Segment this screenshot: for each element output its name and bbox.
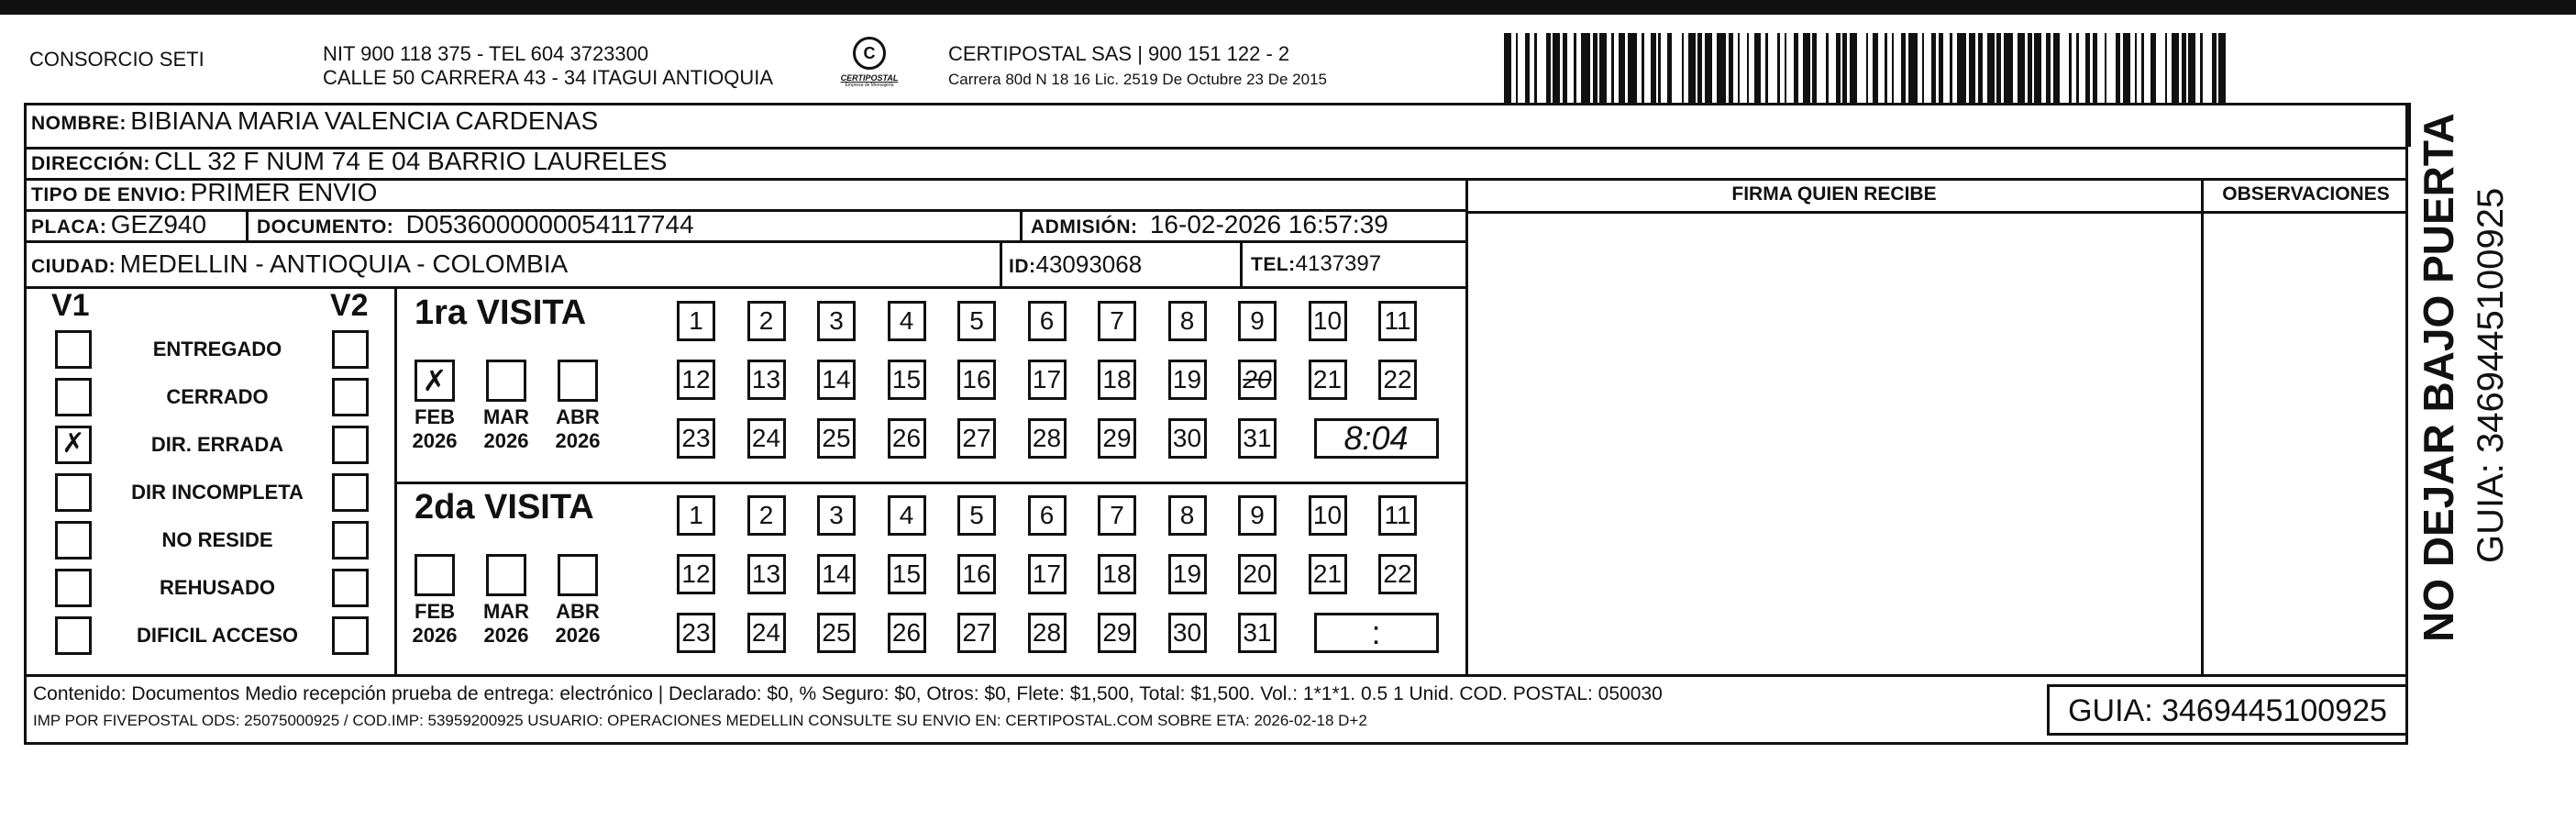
barcode-bar [1619, 33, 1626, 103]
visit-day-box[interactable]: 21 [1309, 554, 1347, 594]
status-v2-checkbox[interactable] [332, 521, 369, 560]
visit-day-box[interactable]: 2 [747, 495, 786, 536]
barcode-bar [1518, 33, 1525, 103]
v2-header: V2 [330, 288, 369, 323]
barcode-bar [1768, 33, 1777, 103]
visit-year-label: 2026 [555, 429, 601, 452]
visit-month-label: MAR [482, 600, 530, 623]
visit-day-box[interactable]: 27 [957, 418, 996, 459]
visit-day-box[interactable]: 8 [1168, 301, 1207, 341]
row-divider [24, 286, 1465, 289]
status-option-label: REHUSADO [160, 576, 275, 599]
barcode-bar [1504, 33, 1511, 103]
status-option-label: ENTREGADO [152, 338, 282, 360]
barcode-bar [2018, 33, 2025, 103]
side-guia-number: GUIA: 3469445100925 [2471, 187, 2511, 563]
visit-day-box[interactable]: 7 [1098, 301, 1136, 341]
visit-day-box[interactable]: 27 [957, 613, 996, 653]
barcode-bar [1786, 33, 1794, 103]
visit-day-box[interactable]: 15 [888, 554, 926, 594]
id-field [1009, 249, 1142, 284]
firma-column-header: FIRMA QUIEN RECIBE [1731, 183, 1937, 205]
barcode-bar [2034, 33, 2041, 103]
visit-time-box[interactable]: 8:04 [1314, 418, 1439, 459]
visit-day-box[interactable]: 7 [1098, 495, 1136, 536]
visit-day-box[interactable]: 11 [1378, 301, 1417, 341]
visit-month-label: ABR [556, 600, 600, 623]
visit-section-divider [394, 286, 397, 674]
barcode-bar [1957, 33, 1966, 103]
visit-day-box[interactable]: 24 [747, 418, 786, 459]
visit-day-box[interactable]: 16 [957, 360, 996, 400]
observaciones-column-header: OBSERVACIONES [2222, 183, 2390, 205]
barcode-bar [1817, 33, 1826, 103]
visit-day-box[interactable]: 28 [1028, 613, 1067, 653]
status-v2-checkbox[interactable] [332, 616, 369, 655]
barcode-bar [1803, 33, 1810, 103]
status-v2-checkbox[interactable] [332, 330, 369, 369]
visit-day-box[interactable]: 6 [1028, 495, 1067, 536]
top-border-bar [0, 0, 2576, 15]
nombre-label: NOMBRE: [31, 113, 127, 134]
admision-label: ADMISIÓN: [1031, 216, 1138, 238]
visit-day-box[interactable]: 8 [1168, 495, 1207, 536]
visit-day-box[interactable]: 1 [677, 301, 715, 341]
status-v1-checkbox[interactable] [55, 616, 92, 655]
placa-value: GEZ940 [110, 210, 207, 238]
visit-day-box[interactable]: 17 [1028, 554, 1067, 594]
visit-day-box[interactable]: 23 [677, 418, 715, 459]
admision-field [1031, 209, 1388, 245]
visit-day-box[interactable]: 12 [677, 554, 715, 594]
logo-mark-icon: C [853, 37, 886, 70]
visit-day-box[interactable]: 11 [1378, 495, 1417, 536]
visit-day-box[interactable]: 23 [677, 613, 715, 653]
placa-label: PLACA: [31, 216, 107, 238]
visit-year-label: 2026 [555, 624, 601, 647]
v1-header: V1 [51, 288, 90, 323]
visit-day-box[interactable]: 29 [1098, 418, 1136, 459]
documento-field [257, 209, 694, 245]
footer-guia-box: GUIA: 3469445100925 [2047, 684, 2408, 736]
barcode-bar [1581, 33, 1590, 103]
barcode-bar [1567, 33, 1575, 103]
tipo-envio-label: TIPO DE ENVIO: [31, 184, 187, 205]
status-option-label: NO RESIDE [161, 528, 273, 551]
barcode-bar [1894, 33, 1901, 103]
status-v1-checkbox[interactable] [55, 473, 92, 512]
barcode-bar [1987, 33, 1995, 103]
barcode-bar [1537, 33, 1546, 103]
tel-field [1251, 249, 1381, 283]
admision-value: 16-02-2026 16:57:39 [1149, 210, 1388, 238]
visit-month-checkbox[interactable]: ✗ [415, 360, 455, 402]
barcode-bar [2060, 33, 2069, 103]
company-name: CONSORCIO SETI [29, 48, 205, 71]
barcode-bar [1553, 33, 1560, 103]
footer-print-line: IMP POR FIVEPOSTAL ODS: 25075000925 / COD.IMP: 53959200925 USUARIO: OPERACIONES MEDELLIN CONSULTE SU ENVIO EN: CERTIPOSTAL.COM SOBRE ETA: 2026-02-18 D+2 [33, 712, 1367, 729]
barcode-bar [2172, 33, 2179, 103]
status-v1-checkbox[interactable] [55, 378, 92, 416]
visit-day-box[interactable]: 12 [677, 360, 715, 400]
visit-day-box[interactable]: 26 [888, 418, 926, 459]
barcode-bar [1969, 33, 1976, 103]
visit-day-box[interactable]: 3 [817, 495, 856, 536]
visit-day-box[interactable]: 4 [888, 495, 926, 536]
id-value: 43093068 [1035, 250, 1143, 278]
visit-day-box[interactable]: 16 [957, 554, 996, 594]
visit-day-box[interactable]: 2 [747, 301, 786, 341]
visit-day-box[interactable]: 28 [1028, 418, 1067, 459]
visit-day-box[interactable]: 9 [1238, 495, 1277, 536]
tipo-envio-value: PRIMER ENVIO [190, 178, 378, 206]
barcode-bar [1740, 33, 1747, 103]
visit-year-label: 2026 [412, 429, 458, 452]
barcode-bar [2188, 33, 2195, 103]
visit-day-box[interactable]: 6 [1028, 301, 1067, 341]
visit-title: 2da VISITA [415, 488, 594, 526]
visit-month-checkbox[interactable] [558, 360, 598, 402]
barcode-bar [1661, 33, 1668, 103]
barcode-bar [2053, 33, 2061, 103]
columns-head-divider [1465, 211, 2408, 214]
field-divider [1000, 240, 1002, 286]
barcode-bar [1754, 33, 1762, 103]
visit-time-box[interactable]: : [1314, 613, 1439, 653]
visit-day-box[interactable]: 18 [1098, 360, 1136, 400]
id-label: ID: [1009, 256, 1036, 277]
visit-day-box[interactable]: 22 [1378, 360, 1417, 400]
barcode-bar [2144, 33, 2151, 103]
status-v2-checkbox[interactable] [332, 378, 369, 416]
tel-value: 4137397 [1295, 251, 1382, 276]
barcode-bar [1717, 33, 1726, 103]
visit-day-box[interactable]: 31 [1238, 418, 1277, 459]
frame-edge [2408, 103, 2411, 147]
visit-day-box[interactable]: 29 [1098, 613, 1136, 653]
visit-day-box[interactable]: 10 [1309, 495, 1347, 536]
barcode [1504, 33, 2228, 103]
barcode-bar [2156, 33, 2165, 103]
visit-day-box[interactable]: 5 [957, 301, 996, 341]
footer-divider [24, 674, 2408, 677]
visit-day-box[interactable]: 19 [1168, 554, 1207, 594]
field-divider [1020, 209, 1023, 240]
visit-year-label: 2026 [483, 624, 529, 647]
status-v2-checkbox[interactable] [332, 426, 369, 464]
visit-day-box[interactable]: 30 [1168, 613, 1207, 653]
logo-tagline: Empresa de Mensajería [845, 83, 894, 88]
visit-day-box[interactable]: 25 [817, 613, 856, 653]
visit-day-box[interactable]: 31 [1238, 613, 1277, 653]
ciudad-value: MEDELLIN - ANTIOQUIA - COLOMBIA [119, 249, 569, 278]
direccion-label: DIRECCIÓN: [31, 153, 150, 174]
barcode-bar [1857, 33, 1866, 103]
visit-month-label: ABR [556, 405, 600, 428]
barcode-bar [1688, 33, 1696, 103]
visit-day-box[interactable]: 20 [1238, 360, 1277, 400]
footer-contents-line: Contenido: Documentos Medio recepción prueba de entrega: electrónico | Declarado: $0, % Seguro: $0, Otros: $0, Flete: $1,500, Total: $1,500. Vol.: 1*1*1. 0.5 1 Unid. COD. POSTAL: 050030 [33, 683, 1663, 704]
nombre-field [31, 105, 598, 141]
tel-label: TEL: [1251, 254, 1296, 275]
documento-value: D0536000000054117744 [405, 210, 694, 238]
visit-day-box[interactable]: 1 [677, 495, 715, 536]
visit-day-box[interactable]: 19 [1168, 360, 1207, 400]
visit-title: 1ra VISITA [415, 294, 587, 332]
direccion-value: CLL 32 F NUM 74 E 04 BARRIO LAURELES [154, 147, 668, 175]
barcode-bar [1599, 33, 1607, 103]
visit-day-box[interactable]: 14 [817, 554, 856, 594]
nombre-value: BIBIANA MARIA VALENCIA CARDENAS [130, 106, 599, 135]
column-divider [2201, 178, 2204, 674]
barcode-bar [1850, 33, 1857, 103]
address-line: CALLE 50 CARRERA 43 - 34 ITAGUI ANTIOQUIA [323, 66, 774, 89]
visit-month-label: MAR [482, 405, 530, 428]
barcode-bar [2218, 33, 2226, 103]
barcode-bar [2203, 33, 2212, 103]
visit-year-label: 2026 [412, 624, 458, 647]
barcode-bar [2004, 33, 2013, 103]
barcode-bar [1672, 33, 1681, 103]
status-option-label: DIFICIL ACCESO [136, 624, 298, 647]
no-dejar-bajo-puerta-warning: NO DEJAR BAJO PUERTA [2415, 113, 2462, 642]
barcode-bar [1644, 33, 1652, 103]
visit-day-box[interactable]: 5 [957, 495, 996, 536]
barcode-bar [1943, 33, 1951, 103]
visit-day-box[interactable]: 26 [888, 613, 926, 653]
status-option-label: DIR. ERRADA [150, 433, 284, 456]
visit-day-box[interactable]: 10 [1309, 301, 1347, 341]
visit-day-box[interactable]: 20 [1238, 554, 1277, 594]
status-v1-checkbox[interactable]: ✗ [55, 426, 92, 464]
barcode-bar [1878, 33, 1885, 103]
barcode-bar [2123, 33, 2130, 103]
visit-day-box[interactable]: 30 [1168, 418, 1207, 459]
visit-month-label: FEB [415, 600, 455, 623]
visit-day-box[interactable]: 9 [1238, 301, 1277, 341]
visit-day-box[interactable]: 3 [817, 301, 856, 341]
certipostal-logo [830, 37, 909, 103]
barcode-bar [1908, 33, 1918, 103]
visit-day-box[interactable]: 25 [817, 418, 856, 459]
field-divider [246, 209, 249, 240]
visit-day-box[interactable]: 15 [888, 360, 926, 400]
visit-month-checkbox[interactable] [558, 554, 598, 596]
visit-year-label: 2026 [483, 429, 529, 452]
field-divider [1240, 240, 1243, 286]
documento-label: DOCUMENTO: [257, 216, 394, 238]
barcode-bar [1705, 33, 1712, 103]
ciudad-field [31, 249, 568, 284]
tipo-envio-field [31, 177, 377, 213]
visit-day-box[interactable]: 17 [1028, 360, 1067, 400]
visit-day-box[interactable]: 18 [1098, 554, 1136, 594]
status-v2-checkbox[interactable] [332, 569, 369, 607]
visit-day-box[interactable]: 13 [747, 554, 786, 594]
barcode-bar [2097, 33, 2105, 103]
visit-month-checkbox[interactable] [486, 360, 526, 402]
visit-month-label: FEB [415, 405, 455, 428]
nit-line: NIT 900 118 375 - TEL 604 3723300 [323, 42, 649, 65]
placa-field [31, 209, 206, 245]
barcode-bar [1924, 33, 1931, 103]
status-option-label: CERRADO [166, 385, 269, 408]
visit-day-box[interactable]: 4 [888, 301, 926, 341]
ciudad-label: CIUDAD: [31, 256, 116, 277]
barcode-bar [2226, 33, 2228, 103]
status-v1-checkbox[interactable] [55, 521, 92, 560]
visit-month-checkbox[interactable] [415, 554, 455, 596]
barcode-bar [2079, 33, 2086, 103]
visit-month-checkbox[interactable] [486, 554, 526, 596]
visit-day-box[interactable]: 21 [1309, 360, 1347, 400]
status-v1-checkbox[interactable] [55, 569, 92, 607]
visit-day-box[interactable]: 14 [817, 360, 856, 400]
barcode-bar [2106, 33, 2116, 103]
certipostal-line: CERTIPOSTAL SAS | 900 151 122 - 2 [948, 42, 1290, 65]
status-v1-checkbox[interactable] [55, 330, 92, 369]
status-v2-checkbox[interactable] [332, 473, 369, 512]
barcode-bar [1628, 33, 1637, 103]
visit-day-box[interactable]: 22 [1378, 554, 1417, 594]
license-line: Carrera 80d N 18 16 Lic. 2519 De Octubre 23 De 2015 [948, 71, 1327, 88]
barcode-bar [1829, 33, 1836, 103]
visit-day-box[interactable]: 13 [747, 360, 786, 400]
status-option-label: DIR INCOMPLETA [131, 481, 304, 504]
visit-divider [394, 482, 1465, 484]
visit-day-box[interactable]: 24 [747, 613, 786, 653]
column-divider [1465, 178, 1468, 674]
logo-text: CERTIPOSTAL [840, 73, 899, 83]
